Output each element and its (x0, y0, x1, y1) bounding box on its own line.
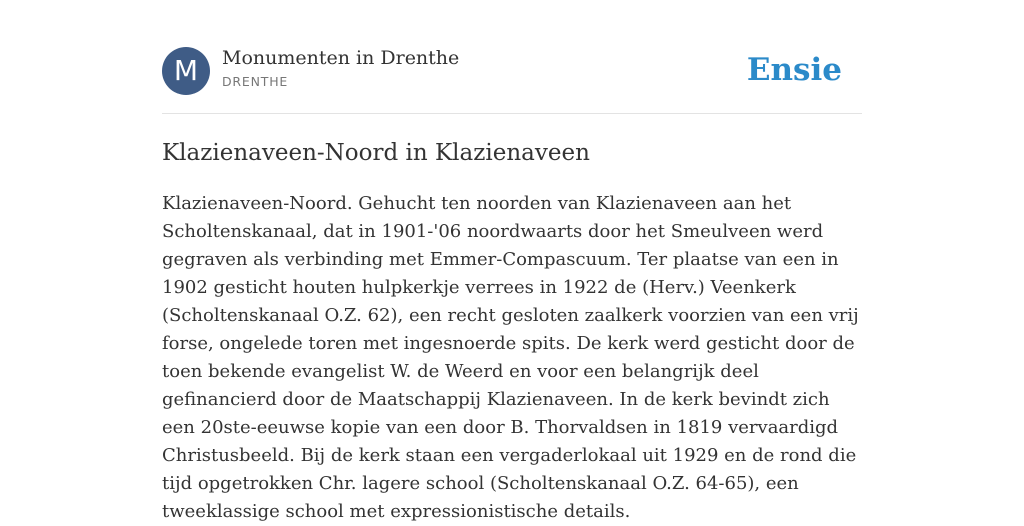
source-title-link[interactable]: Monumenten in Drenthe (222, 47, 460, 69)
source-avatar[interactable]: M (162, 47, 210, 95)
article-card (162, 0, 862, 522)
article-body: Klazienaveen-Noord. Gehucht ten noorden van Klazienaveen aan het Scholtenskanaal, dat in 1901-'06 noordwaarts door het Smeulveen werd gegraven als verbinding met Emmer-Compascuum. Ter plaatse van een in 1902 gesticht houten hulpkerkje verrees in 1922 de (Herv.) Veenkerk (Scholtenskanaal O.Z. 62), een recht gesloten zaalkerk voorzien van een vrij forse, ongelede toren met ingesnoerde spits. De kerk werd gesticht door de toen bekende evangelist W. de Weerd en voor een belangrijk deel gefinancierd door de Maatschappij Klazienaveen. In de kerk bevindt zich een 20ste-eeuwse kopie van een door B. Thorvaldsen in 1819 vervaardigd Christusbeeld. Bij de kerk staan een vergaderlokaal uit 1929 en de rond die tijd opgetrokken Chr. lagere school (Scholtenskanaal O.Z. 64-65), een tweeklassige school met expressionistische details. (162, 193, 859, 522)
header-divider (162, 113, 862, 114)
source-category-label[interactable]: DRENTHE (222, 74, 289, 89)
page-title: Klazienaveen-Noord in Klazienaveen (162, 140, 590, 166)
source-header (162, 46, 862, 96)
ensie-logo[interactable]: Ensie (746, 52, 842, 88)
